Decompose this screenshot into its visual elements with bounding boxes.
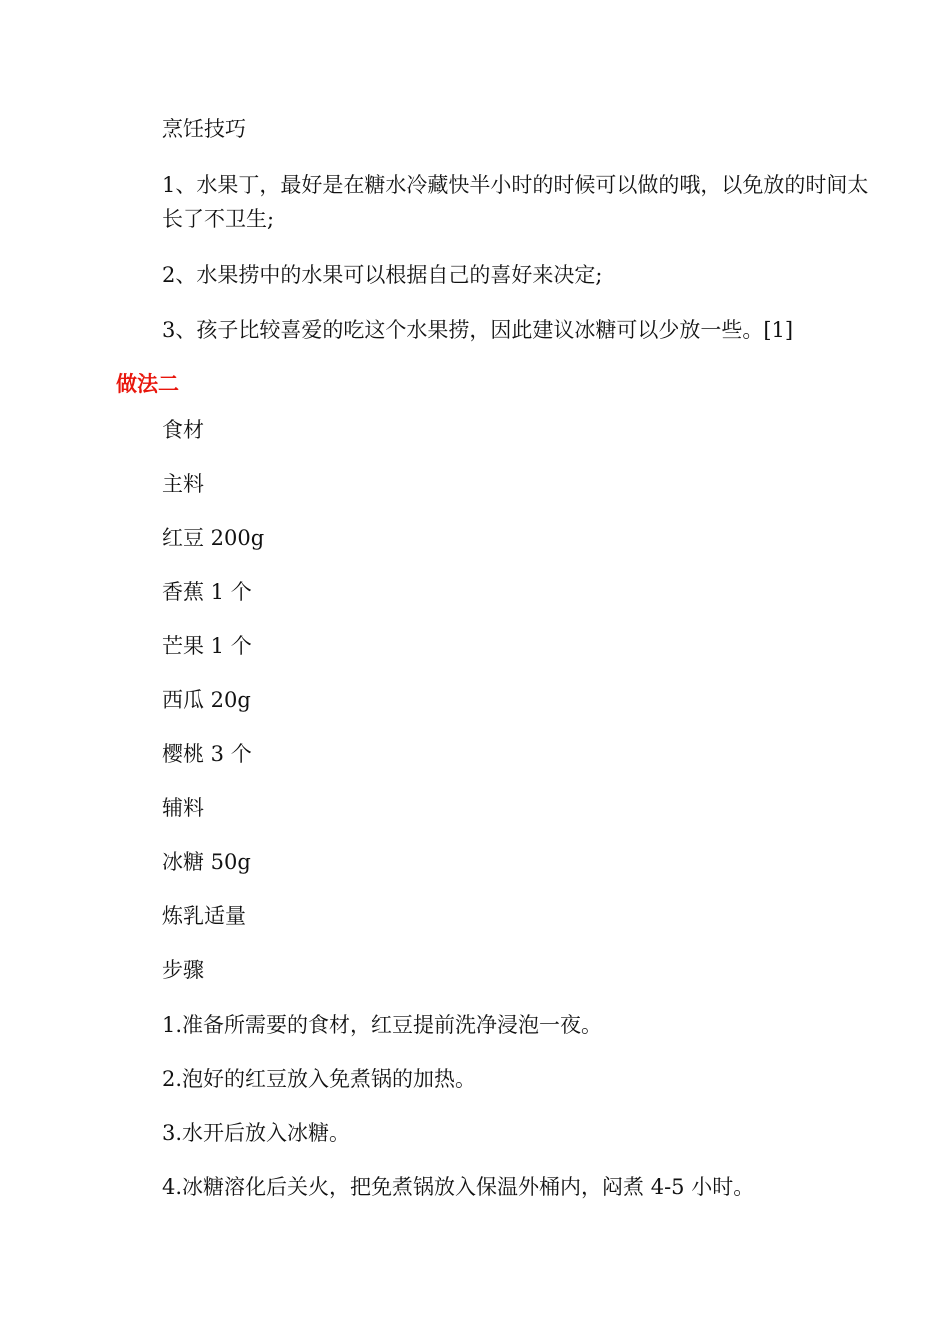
main-ingredient-item: 红豆 200g (162, 526, 265, 550)
step-item: 3.水开后放入冰糖。 (162, 1121, 351, 1145)
main-ingredient-item: 芒果 1 个 (162, 634, 252, 658)
method-heading: 做法二 (116, 372, 179, 396)
steps-title: 步骤 (162, 958, 204, 982)
aux-ingredient-item: 炼乳适量 (162, 904, 246, 928)
tip-3: 3、孩子比较喜爱的吃这个水果捞，因此建议冰糖可以少放一些。[1] (162, 318, 794, 342)
main-ingredient-item: 西瓜 20g (162, 688, 251, 712)
aux-ingredient-item: 冰糖 50g (162, 850, 251, 874)
step-item: 4.冰糖溶化后关火，把免煮锅放入保温外桶内，闷煮 4-5 小时。 (162, 1175, 755, 1199)
ingredients-title: 食材 (162, 418, 204, 442)
aux-ingredients-title: 辅料 (162, 796, 204, 820)
tip-2: 2、水果捞中的水果可以根据自己的喜好来决定; (162, 263, 603, 287)
main-ingredient-item: 樱桃 3 个 (162, 742, 252, 766)
step-item: 2.泡好的红豆放入免煮锅的加热。 (162, 1067, 477, 1091)
tip-1: 1、水果丁，最好是在糖水冷藏快半小时的时候可以做的哦，以免放的时间太长了不卫生; (162, 173, 869, 231)
step-item: 1.准备所需要的食材，红豆提前洗净浸泡一夜。 (162, 1013, 603, 1037)
tips-title: 烹饪技巧 (162, 117, 246, 141)
main-ingredients-title: 主料 (162, 472, 204, 496)
main-ingredient-item: 香蕉 1 个 (162, 580, 252, 604)
